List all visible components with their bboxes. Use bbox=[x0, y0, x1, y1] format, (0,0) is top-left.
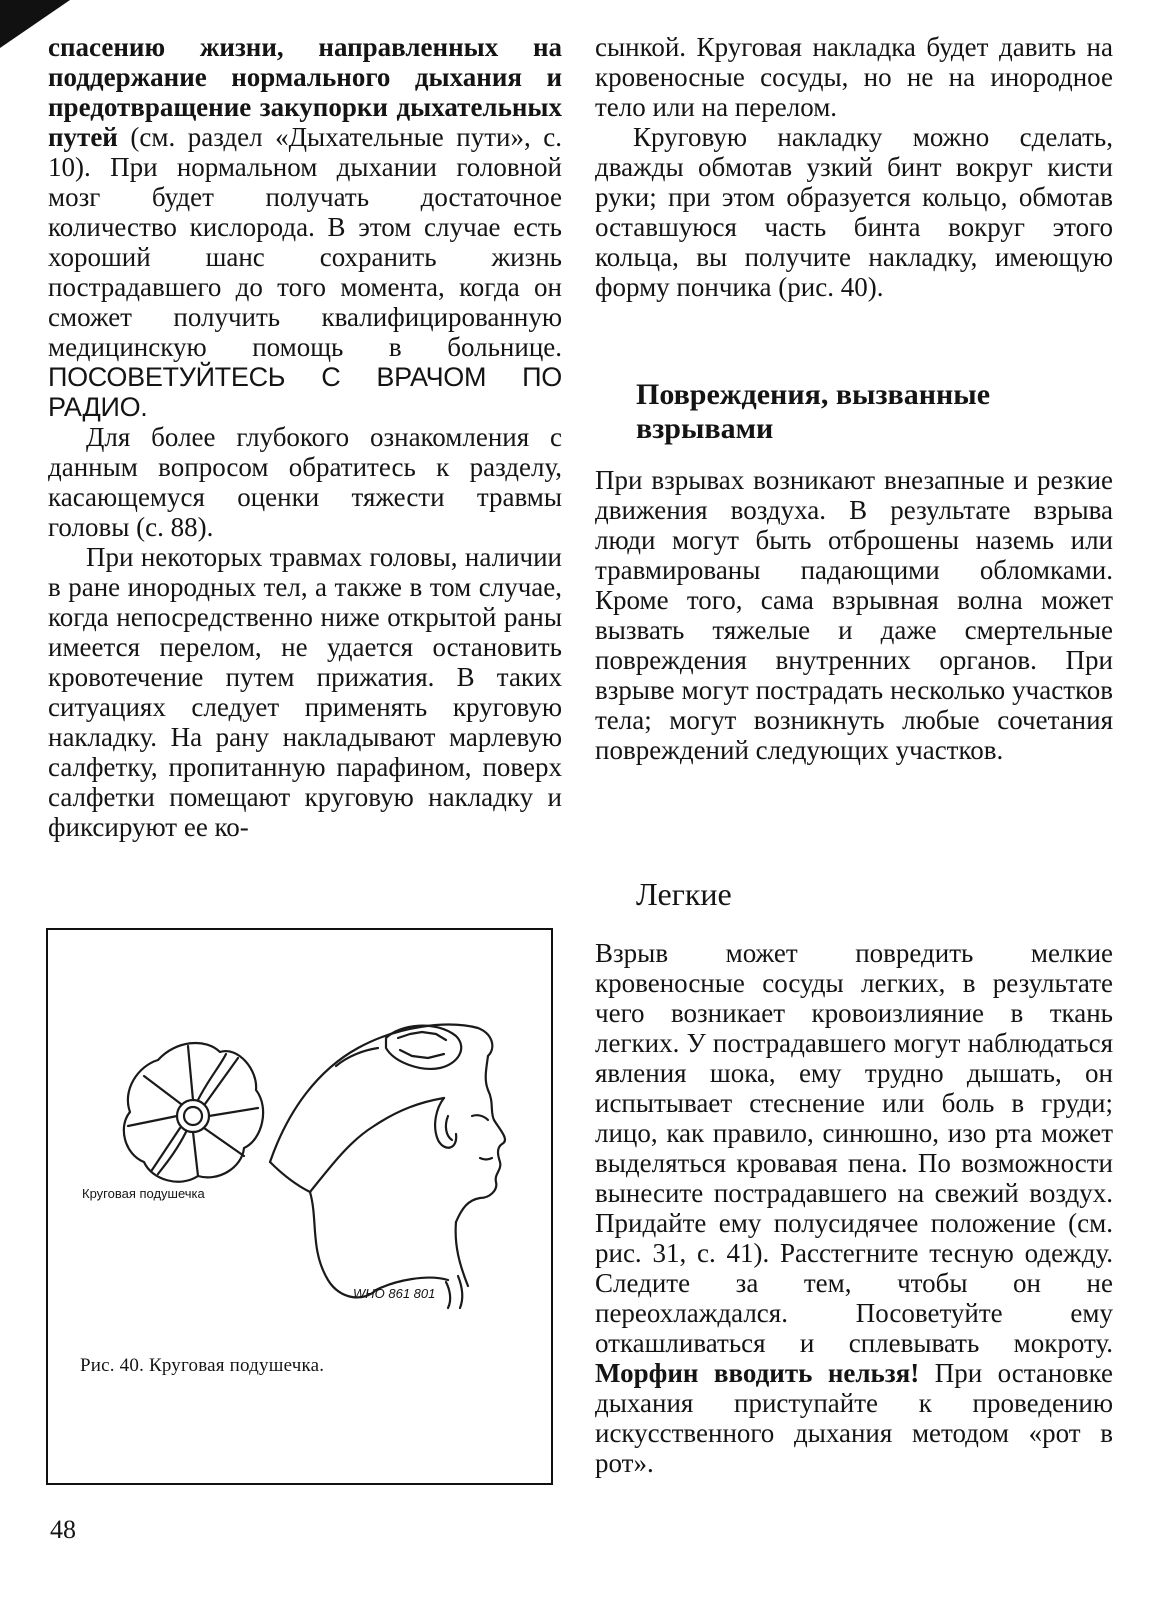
left-paragraph-3: При некоторых травмах головы, наличии в ране инородных тел, а также в том случае, когда непосредственно ниже открытой раны имеется перелом, не удается остановить кровотечение путем прижатия. В таких ситуациях следует применять круговую накладку. На рану накладывают марлевую салфетку, пропитанную парафином, поверх салфетки помещают круговую накладку и фиксируют ее ко- bbox=[48, 542, 562, 842]
right-column-top bbox=[595, 32, 1113, 302]
caps-text: ПОСОВЕТУЙТЕСЬ С ВРАЧОМ ПО РАДИО. bbox=[48, 362, 562, 422]
body-text-end: При остановке дыхания приступайте к проведению искусственного дыхания методом «рот в рот». bbox=[595, 1358, 1113, 1478]
left-paragraph-2: Для более глубокого ознакомления с данным вопросом обратитесь к разделу, касающемуся оценки тяжести травмы головы (с. 88). bbox=[48, 422, 562, 542]
left-column bbox=[48, 32, 562, 842]
bold-warning: Морфин вводить нельзя! bbox=[595, 1358, 920, 1388]
body-text: (см. раздел «Дыхательные пути», с. 10). При нормальном дыхании головной мозг будет получать достаточное количество кислорода. В этом случае есть хороший шанс сохранить жизнь пострадавшего до того момента, когда он сможет получить квалифицированную медицинскую помощь в больнице. bbox=[48, 122, 562, 362]
figure-caption: Рис. 40. Круговая подушечка. bbox=[80, 1355, 325, 1376]
right-paragraph-3: При взрывах возникают внезапные и резкие движения воздуха. В результате взрыва люди могут быть отброшены наземь или травмированы падающими обломками. Кроме того, сама взрывная волна может вызвать тяжелые и даже смертельные повреждения внутренних органов. При взрыве могут пострадать несколько участков тела; могут возникнуть любые сочетания повреждений следующих участков. bbox=[595, 465, 1113, 765]
body-text: Взрыв может повредить мелкие кровеносные сосуды легких, в результате чего возникает кровоизлияние в ткань легких. У пострадавшего могут наблюдаться явления шока, ему трудно дышать, он испытывает стеснение или боль в груди; лицо, как правило, синюшно, изо рта может выделяться кровавая пена. По возможности вынесите пострадавшего на свежий воздух. Придайте ему полусидячее положение (см. рис. 31, с. 41). Расстегните тесную одежду. Следите за тем, чтобы он не переохлаждался. Посоветуйте ему откашливаться и сплевывать мокроту. bbox=[595, 938, 1113, 1358]
page-number: 48 bbox=[50, 1515, 76, 1544]
right-paragraph-2: Круговую накладку можно сделать, дважды обмотав узкий бинт вокруг кисти руки; при этом образуется кольцо, обмотав оставшуюся часть бинта вокруг этого кольца, вы получите накладку, имеющую форму пончика (рис. 40). bbox=[595, 122, 1113, 302]
figure-40 bbox=[46, 928, 553, 1485]
heading-lungs: Легкие bbox=[636, 876, 732, 912]
right-paragraph-1: сынкой. Круговая накладка будет давить на кровеносные сосуды, но не на инородное тело или на перелом. bbox=[595, 32, 1113, 122]
ring-pad-label: Круговая подушечка bbox=[82, 1186, 205, 1201]
heading-explosions: Повреждения, вызванные взрывами bbox=[636, 378, 991, 445]
head-profile-drawing bbox=[270, 1025, 505, 1308]
ring-pad-illustration bbox=[48, 930, 551, 1483]
left-paragraph-1 bbox=[48, 32, 562, 422]
figure-code: WHO 861 801 bbox=[353, 1286, 436, 1301]
right-column-middle bbox=[595, 465, 1113, 765]
ring-pad-drawing bbox=[124, 1043, 263, 1182]
right-column-bottom bbox=[595, 938, 1113, 1478]
right-paragraph-4 bbox=[595, 938, 1113, 1478]
bold-text: спасению жизни, направленных на поддержание нормального дыхания и предотвращение закупорки дыхательных путей bbox=[48, 32, 562, 152]
